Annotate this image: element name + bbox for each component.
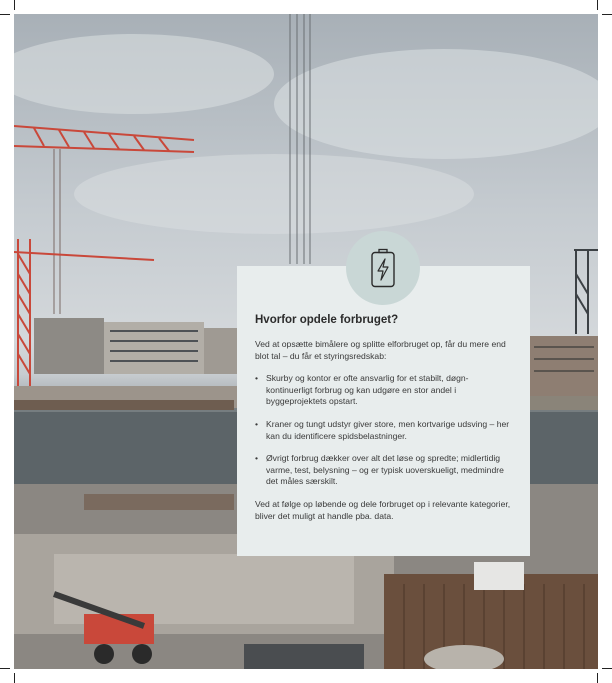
bullet-symbol: • (255, 373, 259, 384)
bullet-list (255, 373, 513, 488)
icon-badge (346, 231, 420, 305)
list-item (255, 419, 513, 442)
card-title: Hvorfor opdele forbruget? (255, 314, 399, 326)
bullet-text: Øvrigt forbrug dækker over alt det løse og spredte; midlertidig varme, test, belysning – og er typisk uoverskueligt, medmindre det måles særskilt. (266, 453, 504, 487)
card-outro: Ved at følge op løbende og dele forbruget op i relevante kategorier, bliver det muligt at handle pba. data. (255, 498, 511, 521)
crop-mark (14, 0, 15, 10)
list-item (255, 373, 513, 408)
crop-mark (602, 668, 612, 669)
bullet-symbol: • (255, 453, 259, 464)
list-item (255, 453, 513, 488)
crop-mark (602, 14, 612, 15)
crop-mark (0, 14, 10, 15)
card-intro: Ved at opsætte bimålere og splitte elforbruget op, får du mere end blot tal – du får et styringsredskab: (255, 339, 506, 361)
bullet-symbol: • (255, 418, 259, 429)
info-card (237, 266, 530, 556)
battery-charge-icon (370, 248, 396, 288)
crop-mark (597, 673, 598, 683)
crop-mark (597, 0, 598, 10)
crop-mark (14, 673, 15, 683)
card-body (255, 339, 513, 533)
bullet-text: Kraner og tungt udstyr giver store, men kortvarige udsving – her kan du identificere spidsbelastninger. (266, 418, 510, 441)
crop-mark (0, 668, 10, 669)
bullet-text: Skurby og kontor er ofte ansvarlig for et stabilt, døgn-kontinuerligt forbrug og kan udgøre en stor andel i byggeprojektets opstart. (266, 373, 469, 407)
